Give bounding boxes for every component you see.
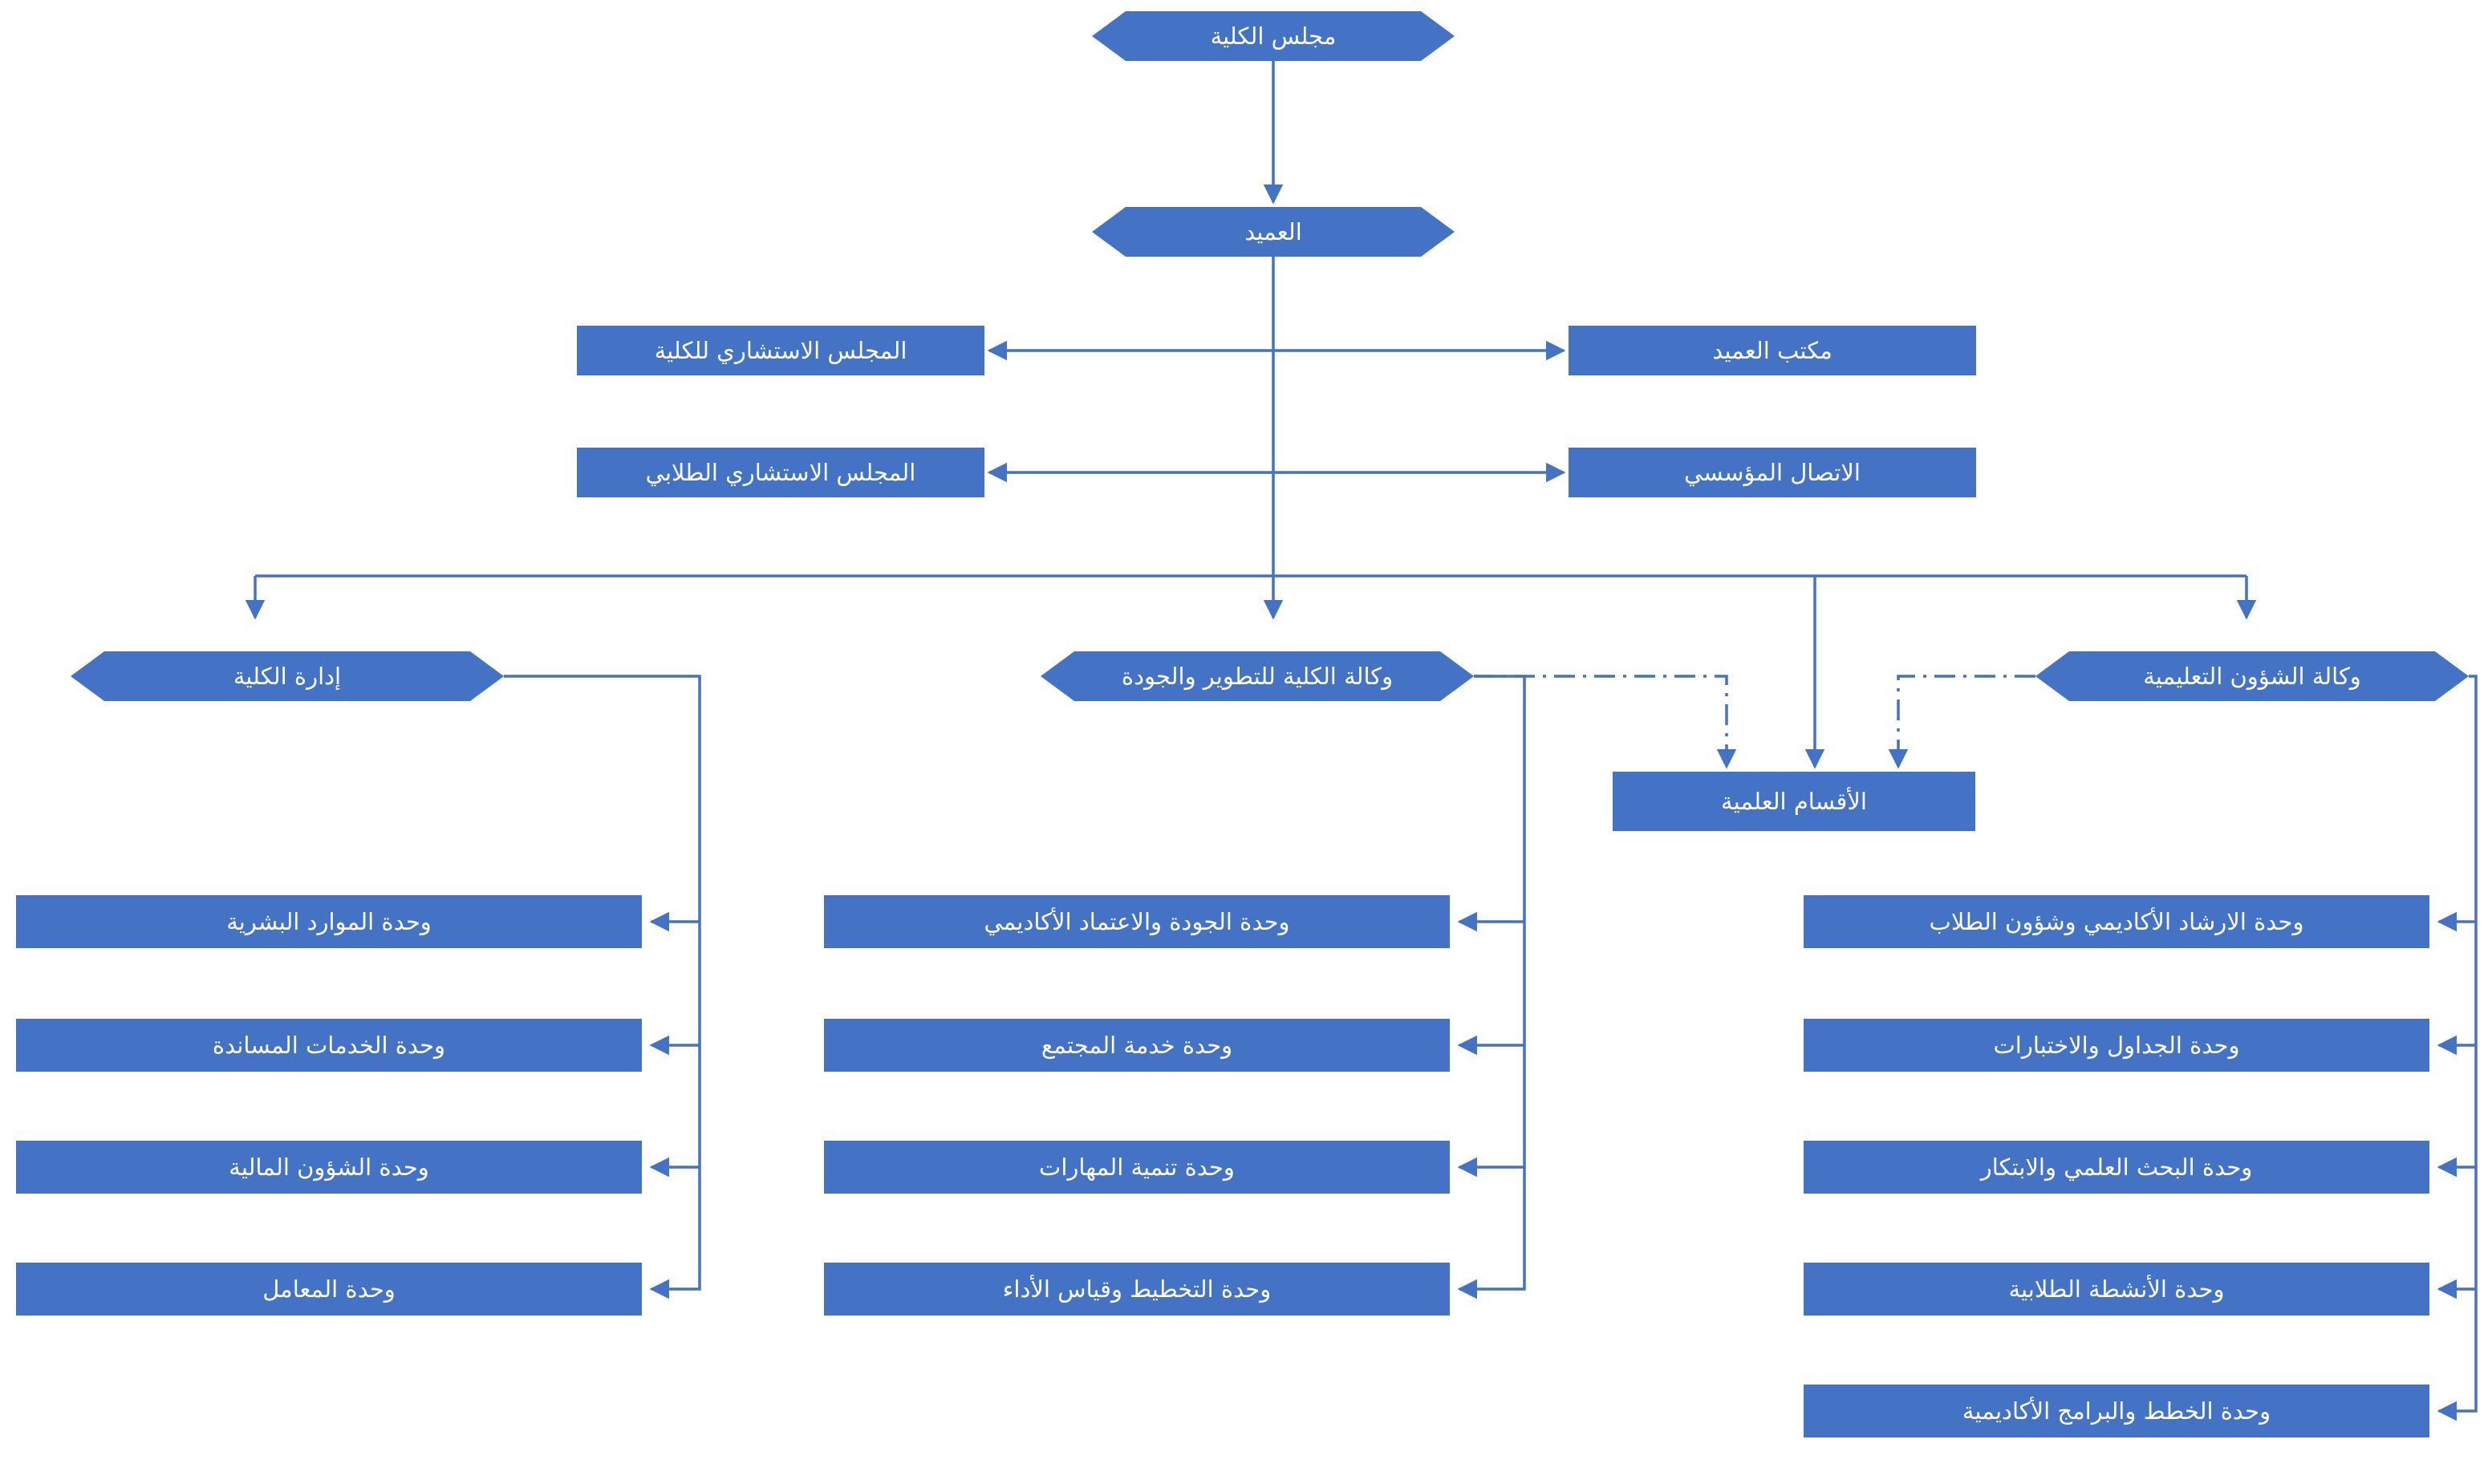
node-label: وكالة الشؤون التعليمية: [2143, 662, 2361, 690]
node-unit-research-innovation[interactable]: [1804, 1141, 2429, 1194]
node-label: وحدة الجداول والاختبارات: [1993, 1031, 2240, 1059]
node-label: الأقسام العلمية: [1721, 787, 1867, 815]
node-label: المجلس الاستشاري الطلابي: [645, 458, 916, 486]
node-student-advisory-council[interactable]: [577, 448, 984, 497]
node-unit-community-service[interactable]: [824, 1019, 1450, 1072]
node-educational-affairs-agency[interactable]: [2035, 651, 2469, 701]
node-unit-academic-guidance[interactable]: [1804, 895, 2429, 948]
node-unit-laboratories[interactable]: [16, 1263, 642, 1316]
node-label: وحدة الخدمات المساندة: [212, 1031, 446, 1059]
node-label: وحدة الجودة والاعتماد الأكاديمي: [984, 907, 1290, 935]
node-label: وحدة الأنشطة الطلابية: [2008, 1275, 2225, 1303]
edge-dev-departments: [1474, 676, 1727, 767]
node-label: إدارة الكلية: [233, 662, 342, 690]
node-label: وكالة الكلية للتطوير والجودة: [1121, 662, 1394, 690]
node-unit-human-resources[interactable]: [16, 895, 642, 948]
node-label: مجلس الكلية: [1210, 22, 1337, 50]
node-label: وحدة تنمية المهارات: [1039, 1153, 1235, 1181]
node-dean-office[interactable]: [1569, 326, 1976, 375]
node-label: وحدة المعامل: [262, 1275, 396, 1303]
node-faculty-administration[interactable]: [71, 651, 504, 701]
node-label: الاتصال المؤسسي: [1684, 458, 1861, 486]
node-development-quality-agency[interactable]: [1041, 651, 1474, 701]
edge-dev-trunk: [1459, 676, 1524, 1289]
node-advisory-council[interactable]: [577, 326, 984, 375]
node-label: وحدة الارشاد الأكاديمي وشؤون الطلاب: [1929, 907, 2304, 935]
node-label: وحدة التخطيط وقياس الأداء: [1002, 1275, 1272, 1303]
node-unit-student-activities[interactable]: [1804, 1263, 2429, 1316]
node-unit-financial-affairs[interactable]: [16, 1141, 642, 1194]
node-scientific-departments[interactable]: [1613, 772, 1975, 831]
node-unit-skills-development[interactable]: [824, 1141, 1450, 1194]
node-label: وحدة الخطط والبرامج الأكاديمية: [1962, 1397, 2271, 1425]
edge-edu-trunk: [2439, 676, 2476, 1411]
node-unit-support-services[interactable]: [16, 1019, 642, 1072]
node-label: وحدة الشؤون المالية: [229, 1153, 429, 1181]
node-faculty-council[interactable]: [1092, 11, 1455, 61]
node-label: وحدة الموارد البشرية: [226, 907, 432, 935]
node-unit-planning-performance[interactable]: [824, 1263, 1450, 1316]
node-label: العميد: [1244, 217, 1302, 245]
node-label: مكتب العميد: [1712, 336, 1832, 364]
node-label: المجلس الاستشاري للكلية: [654, 336, 907, 364]
node-label: وحدة البحث العلمي والابتكار: [1980, 1153, 2253, 1181]
node-dean[interactable]: [1092, 207, 1455, 257]
edge-admin-trunk: [504, 676, 700, 1289]
edge-edu-departments: [1898, 676, 2035, 767]
node-unit-schedules-exams[interactable]: [1804, 1019, 2429, 1072]
node-unit-quality-accreditation[interactable]: [824, 895, 1450, 948]
node-unit-plans-programs[interactable]: [1804, 1385, 2429, 1437]
node-label: وحدة خدمة المجتمع: [1041, 1031, 1233, 1059]
node-institutional-communication[interactable]: [1569, 448, 1976, 497]
